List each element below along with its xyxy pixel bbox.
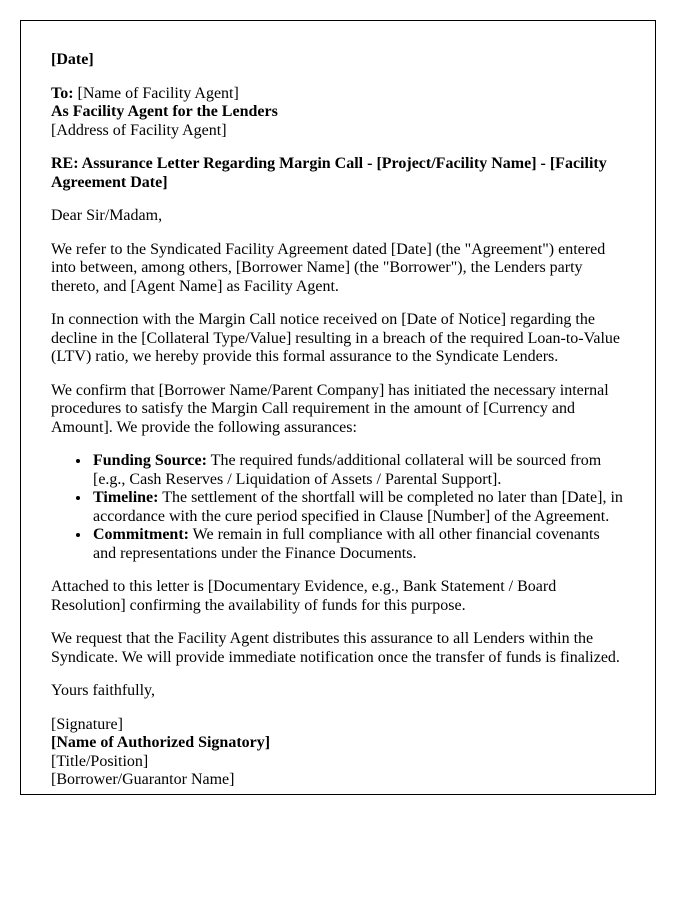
- recipient-to-label: To:: [51, 84, 74, 102]
- signature-block: [51, 716, 625, 790]
- paragraph-margin-call-notice: In connection with the Margin Call notice received on [Date of Notice] regarding the decline in the [Collateral Type/Value] resulting in a breach of the required Loan-to-Value (LTV) ratio, we hereby provide this formal assurance to the Syndicate Lenders.: [51, 311, 621, 365]
- bullet-timeline-label: Timeline:: [93, 489, 159, 506]
- bullet-commitment-label: Commitment:: [93, 526, 189, 543]
- bullet-funding-source-label: Funding Source:: [93, 452, 207, 469]
- signatory-title: [Title/Position]: [51, 752, 149, 770]
- subject-line: RE: Assurance Letter Regarding Margin Call - [Project/Facility Name] - [Facility Agreement Date]: [51, 155, 607, 191]
- bullet-funding-source-text: The required funds/additional collateral will be sourced from [e.g., Cash Reserves / Liquidation of Assets / Parental Support].: [93, 452, 602, 488]
- paragraph-agreement-reference: We refer to the Syndicated Facility Agreement dated [Date] (the "Agreement") entered into between, among others, [Borrower Name] (the "Borrower"), the Lenders party thereto, and [Agent Name] as Facility Agent.: [51, 240, 606, 295]
- letter-page: [20, 20, 656, 795]
- letter-date: [Date]: [51, 51, 94, 68]
- bullet-funding-source: [91, 452, 625, 489]
- bullet-timeline: [91, 489, 625, 526]
- paragraph-confirmation: We confirm that [Borrower Name/Parent Company] has initiated the necessary internal procedures to satisfy the Margin Call requirement in the amount of [Currency and Amount]. We provide the following assurances:: [51, 381, 609, 436]
- recipient-address: [Address of Facility Agent]: [51, 121, 227, 139]
- recipient-block: [51, 85, 625, 141]
- signature-placeholder: [Signature]: [51, 715, 123, 733]
- assurance-list: [51, 452, 625, 563]
- bullet-commitment: [91, 526, 625, 563]
- salutation: Dear Sir/Madam,: [51, 207, 163, 224]
- paragraph-attachment: Attached to this letter is [Documentary Evidence, e.g., Bank Statement / Board Resolution] confirming the availability of funds for this purpose.: [51, 578, 557, 614]
- bullet-timeline-text: The settlement of the shortfall will be completed no later than [Date], in accordance with the cure period specified in Clause [Number] of the Agreement.: [93, 489, 623, 525]
- recipient-name: [Name of Facility Agent]: [73, 84, 239, 102]
- signatory-company: [Borrower/Guarantor Name]: [51, 771, 235, 788]
- paragraph-request: We request that the Facility Agent distributes this assurance to all Lenders within the Syndicate. We will provide immediate notification once the transfer of funds is finalized.: [51, 630, 620, 666]
- signatory-name: [Name of Authorized Signatory]: [51, 734, 271, 751]
- recipient-role: As Facility Agent for the Lenders: [51, 103, 278, 120]
- bullet-commitment-text: We remain in full compliance with all other financial covenants and representations under the Finance Documents.: [93, 526, 600, 562]
- closing: Yours faithfully,: [51, 682, 156, 699]
